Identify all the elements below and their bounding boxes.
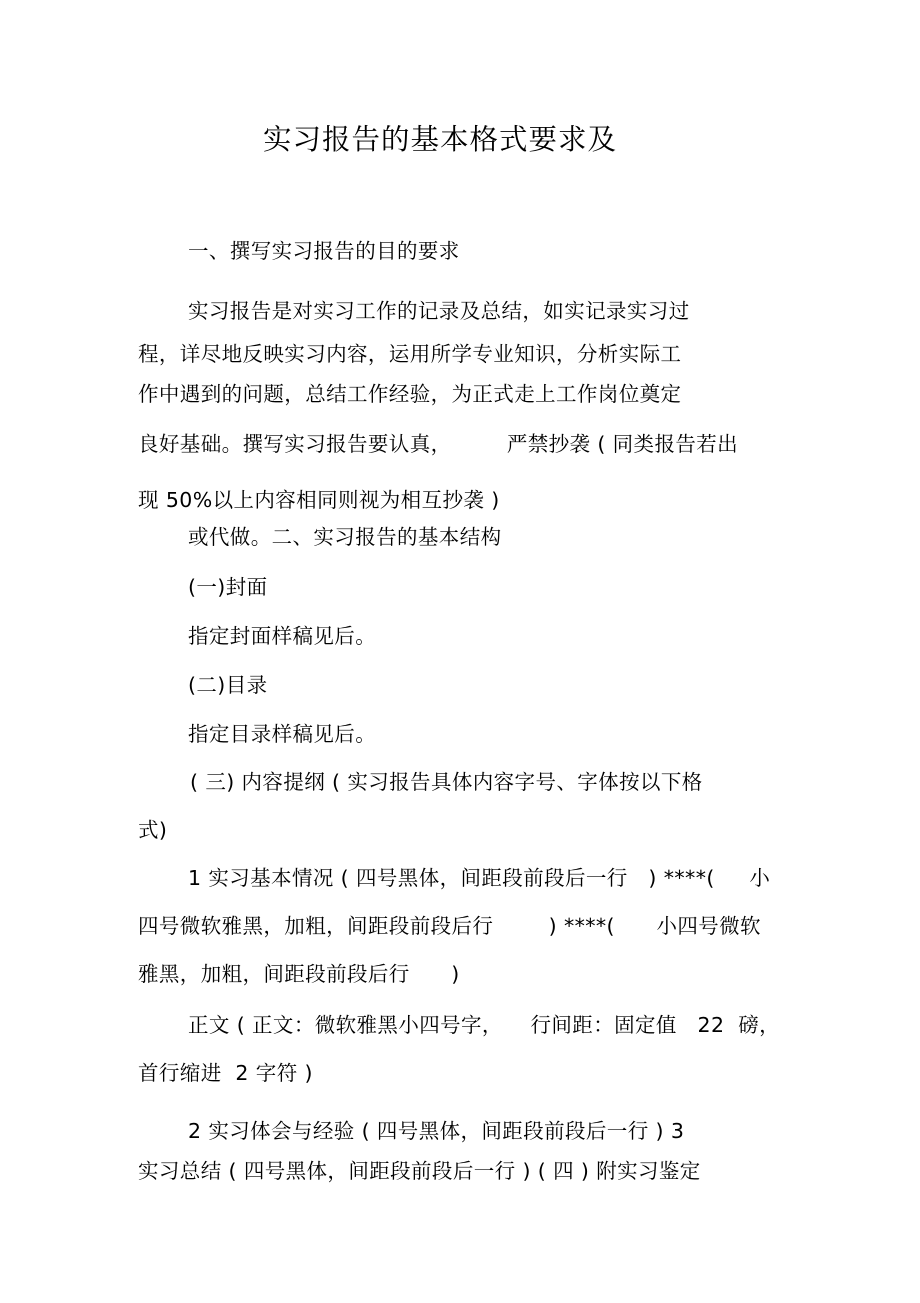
paragraph-line: 式) <box>138 818 168 842</box>
paragraph-line: 1 实习基本情况 ( 四号黑体，间距段前段后一行 ) ****( 小 <box>188 866 771 890</box>
paragraph-line: 实习总结 ( 四号黑体，间距段前段后一行 ) ( 四 ) 附实习鉴定 <box>138 1159 701 1183</box>
paragraph-line: 指定目录样稿见后。 <box>188 722 377 746</box>
paragraph-line: 程，详尽地反映实习内容，运用所学专业知识，分析实际工 <box>138 342 682 366</box>
paragraph-line: 雅黑，加粗，间距段前段后行 ) <box>138 962 460 986</box>
paragraph-line: 首行缩进 2 字符 ) <box>138 1061 313 1085</box>
paragraph-line: 2 实习体会与经验 ( 四号黑体，间距段前段后一行 ) 3 <box>188 1119 685 1143</box>
section-heading-1: 一、撰写实习报告的目的要求 <box>188 239 460 263</box>
paragraph-line: 实习报告是对实习工作的记录及总结，如实记录实习过 <box>188 299 690 323</box>
paragraph-line: 正文 ( 正文：微软雅黑小四号字， 行间距：固定值 22 磅， <box>188 1013 781 1037</box>
section-heading-2: 或代做。二、实习报告的基本结构 <box>188 525 502 549</box>
paragraph-line: 指定封面样稿见后。 <box>188 624 377 648</box>
paragraph-line: 良好基础。撰写实习报告要认真， 严禁抄袭 ( 同类报告若出 <box>138 432 739 456</box>
subsection-outline: ( 三) 内容提纲 ( 实习报告具体内容字号、字体按以下格 <box>190 770 703 794</box>
subsection-cover: (一)封面 <box>188 575 268 599</box>
paragraph-line: 四号微软雅黑，加粗，间距段前段后行 ) ****( 小四号微软 <box>138 914 761 938</box>
document-title: 实习报告的基本格式要求及 <box>262 123 617 156</box>
paragraph-line: 作中遇到的问题，总结工作经验，为正式走上工作岗位奠定 <box>138 382 682 406</box>
subsection-toc: (二)目录 <box>188 673 268 697</box>
paragraph-line: 现 50%以上内容相同则视为相互抄袭 ) <box>138 488 500 512</box>
